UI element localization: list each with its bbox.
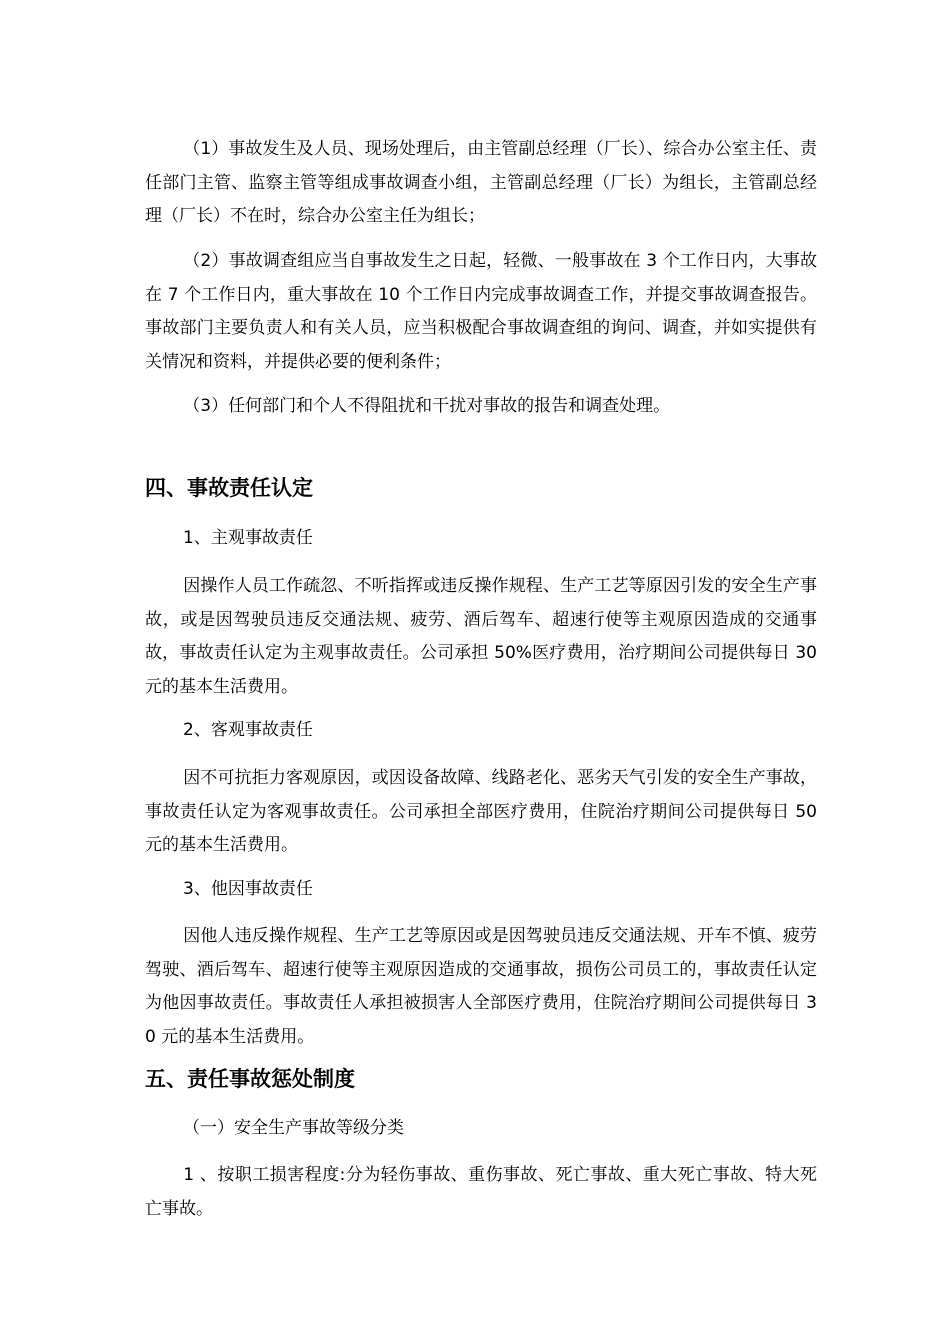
paragraph-injury-degree: 1 、按职工损害程度:分为轻伤事故、重伤事故、死亡事故、重大死亡事故、特大死亡事故。 xyxy=(145,1165,817,1219)
subheading-accident-classification: （一）安全生产事故等级分类 xyxy=(183,1118,404,1138)
subheading-subjective-liability: 1、主观事故责任 xyxy=(183,528,313,548)
heading-penalty-system: 五、责任事故惩处制度 xyxy=(145,1067,355,1091)
subheading-third-party-liability: 3、他因事故责任 xyxy=(183,879,313,899)
paragraph-investigation-deadline: （2）事故调查组应当自事故发生之日起，轻微、一般事故在 3 个工作日内，大事故在 7 个工作日内，重大事故在 10 个工作日内完成事故调查工作，并提交事故调查报告。事故部门主要负责人和有关人员，应当积极配合事故调查组的询问、调查，并如实提供有关情况和资料，并提供必要的便利条件； xyxy=(145,251,817,372)
paragraph-subjective-liability: 因操作人员工作疏忽、不听指挥或违反操作规程、生产工艺等原因引发的安全生产事故，或是因驾驶员违反交通法规、疲劳、酒后驾车、超速行使等主观原因造成的交通事故，事故责任认定为主观事故责任。公司承担 50%医疗费用，治疗期间公司提供每日 30 元的基本生活费用。 xyxy=(145,576,817,697)
subheading-objective-liability: 2、客观事故责任 xyxy=(183,720,313,740)
paragraph-investigation-team: （1）事故发生及人员、现场处理后，由主管副总经理（厂长）、综合办公室主任、责任部门主管、监察主管等组成事故调查小组，主管副总经理（厂长）为组长，主管副总经理（厂长）不在时，综合办公室主任为组长； xyxy=(145,139,817,226)
paragraph-no-obstruction: （3）任何部门和个人不得阻扰和干扰对事故的报告和调查处理。 xyxy=(183,396,671,416)
paragraph-third-party-liability: 因他人违反操作规程、生产工艺等原因或是因驾驶员违反交通法规、开车不慎、疲劳驾驶、酒后驾车、超速行使等主观原因造成的交通事故，损伤公司员工的，事故责任认定为他因事故责任。事故责任人承担被损害人全部医疗费用，住院治疗期间公司提供每日 30 元的基本生活费用。 xyxy=(145,926,817,1047)
paragraph-objective-liability: 因不可抗拒力客观原因，或因设备故障、线路老化、恶劣天气引发的安全生产事故，事故责任认定为客观事故责任。公司承担全部医疗费用，住院治疗期间公司提供每日 50 元的基本生活费用。 xyxy=(145,768,817,855)
heading-liability-determination: 四、事故责任认定 xyxy=(145,476,313,500)
